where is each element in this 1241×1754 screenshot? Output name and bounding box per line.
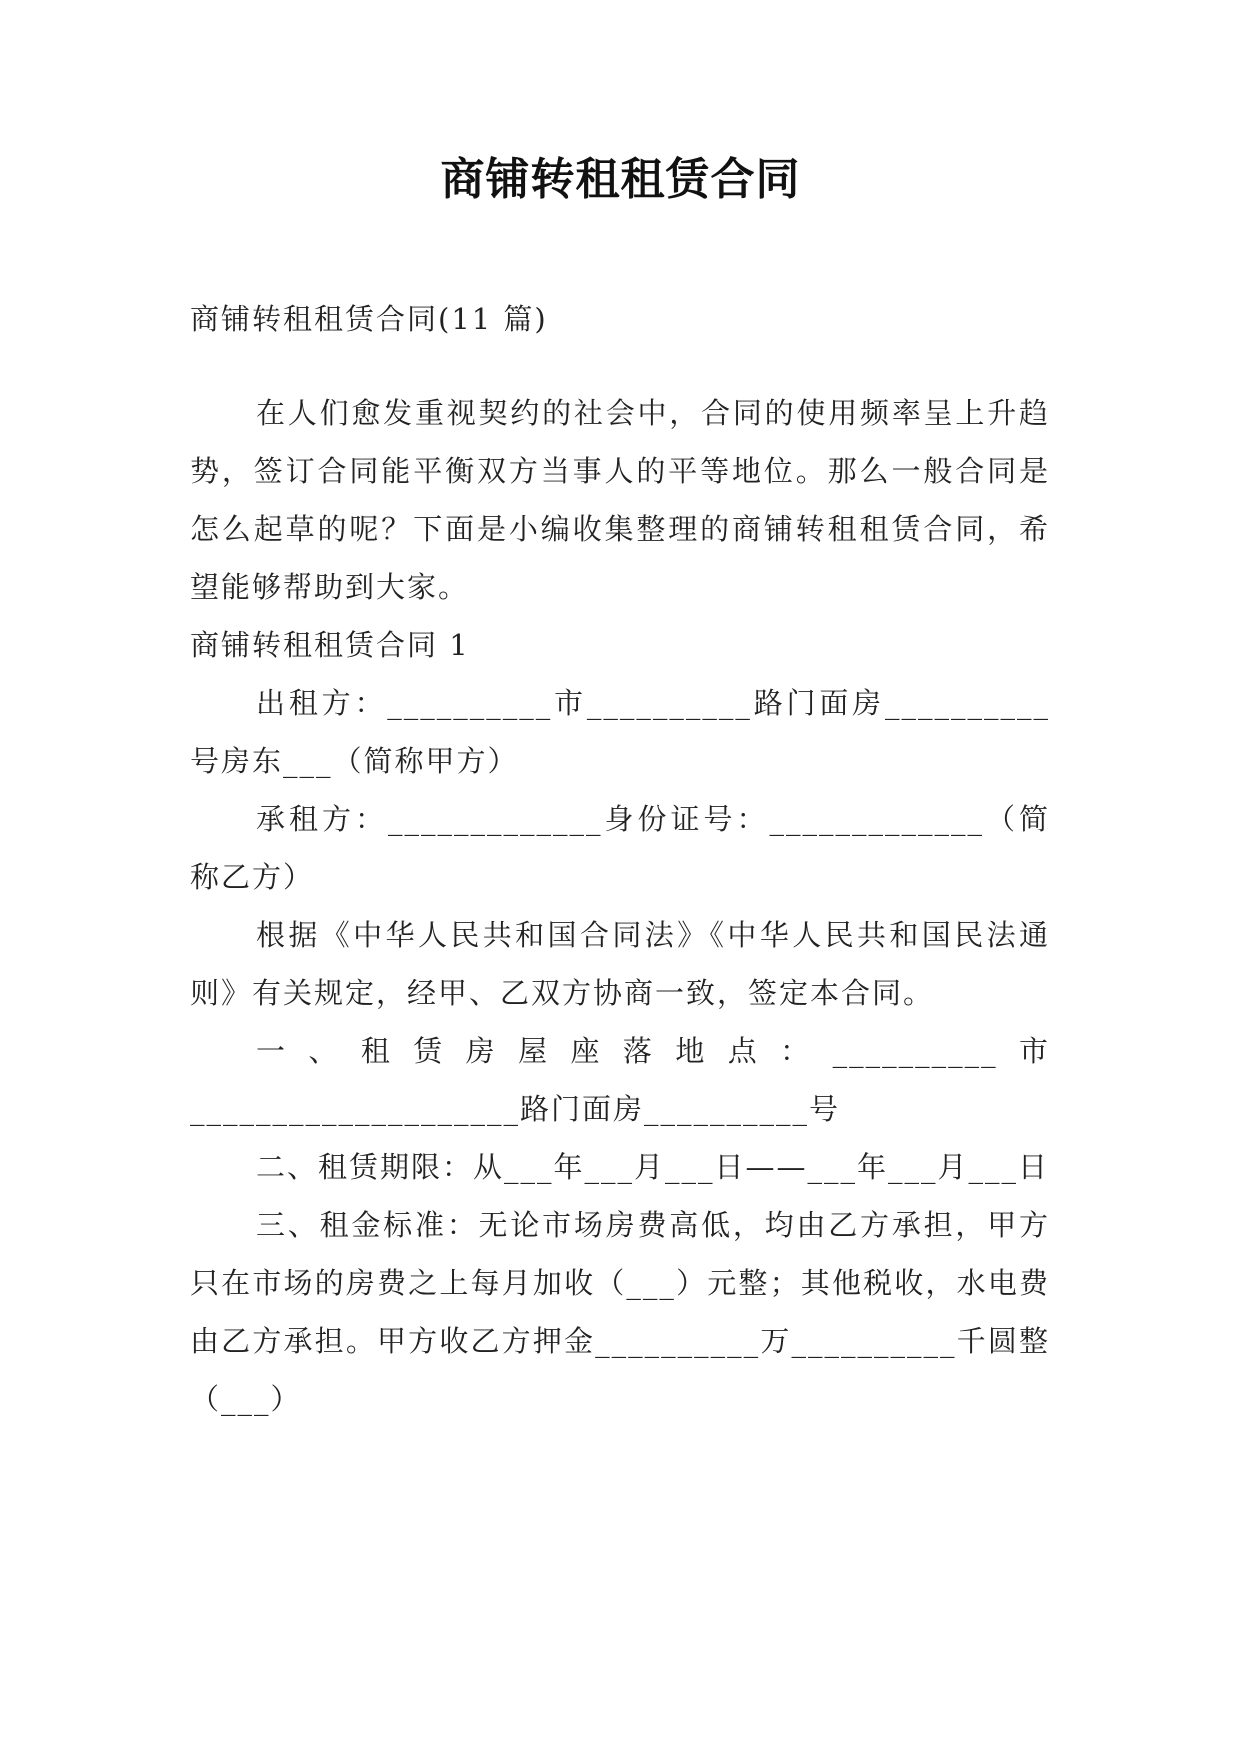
clause-term: 二、租赁期限：从___年___月___日——___年___月___日	[256, 1150, 1050, 1184]
section-heading: 商铺转租租赁合同 1	[190, 628, 470, 662]
lessee-line: 承租方：_____________身份证号：_____________（简称乙方）	[190, 802, 1050, 894]
intro-paragraph: 在人们愈发重视契约的社会中，合同的使用频率呈上升趋势，签订合同能平衡双方当事人的平等地位。那么一般合同是怎么起草的呢？下面是小编收集整理的商铺转租租赁合同，希望能够帮助到大家。	[190, 396, 1050, 604]
document-title: 商铺转租租赁合同	[440, 154, 801, 205]
clause-rent: 三、租金标准：无论市场房费高低，均由乙方承担，甲方只在市场的房费之上每月加收（___）元整；其他税收，水电费由乙方承担。甲方收乙方押金__________万__________千圆整（___）	[190, 1208, 1050, 1416]
lessor-line: 出租方：__________市__________路门面房__________号房东___（简称甲方）	[190, 686, 1050, 778]
document-body	[190, 290, 1050, 1428]
legal-basis-paragraph: 根据《中华人民共和国合同法》《中华人民共和国民法通则》有关规定，经甲、乙双方协商一致，签定本合同。	[190, 918, 1050, 1010]
document-subtitle: 商铺转租租赁合同(11 篇)	[190, 302, 548, 336]
clause-location: 一、租赁房屋座落地点：__________市____________________路门面房__________号	[190, 1034, 1050, 1126]
